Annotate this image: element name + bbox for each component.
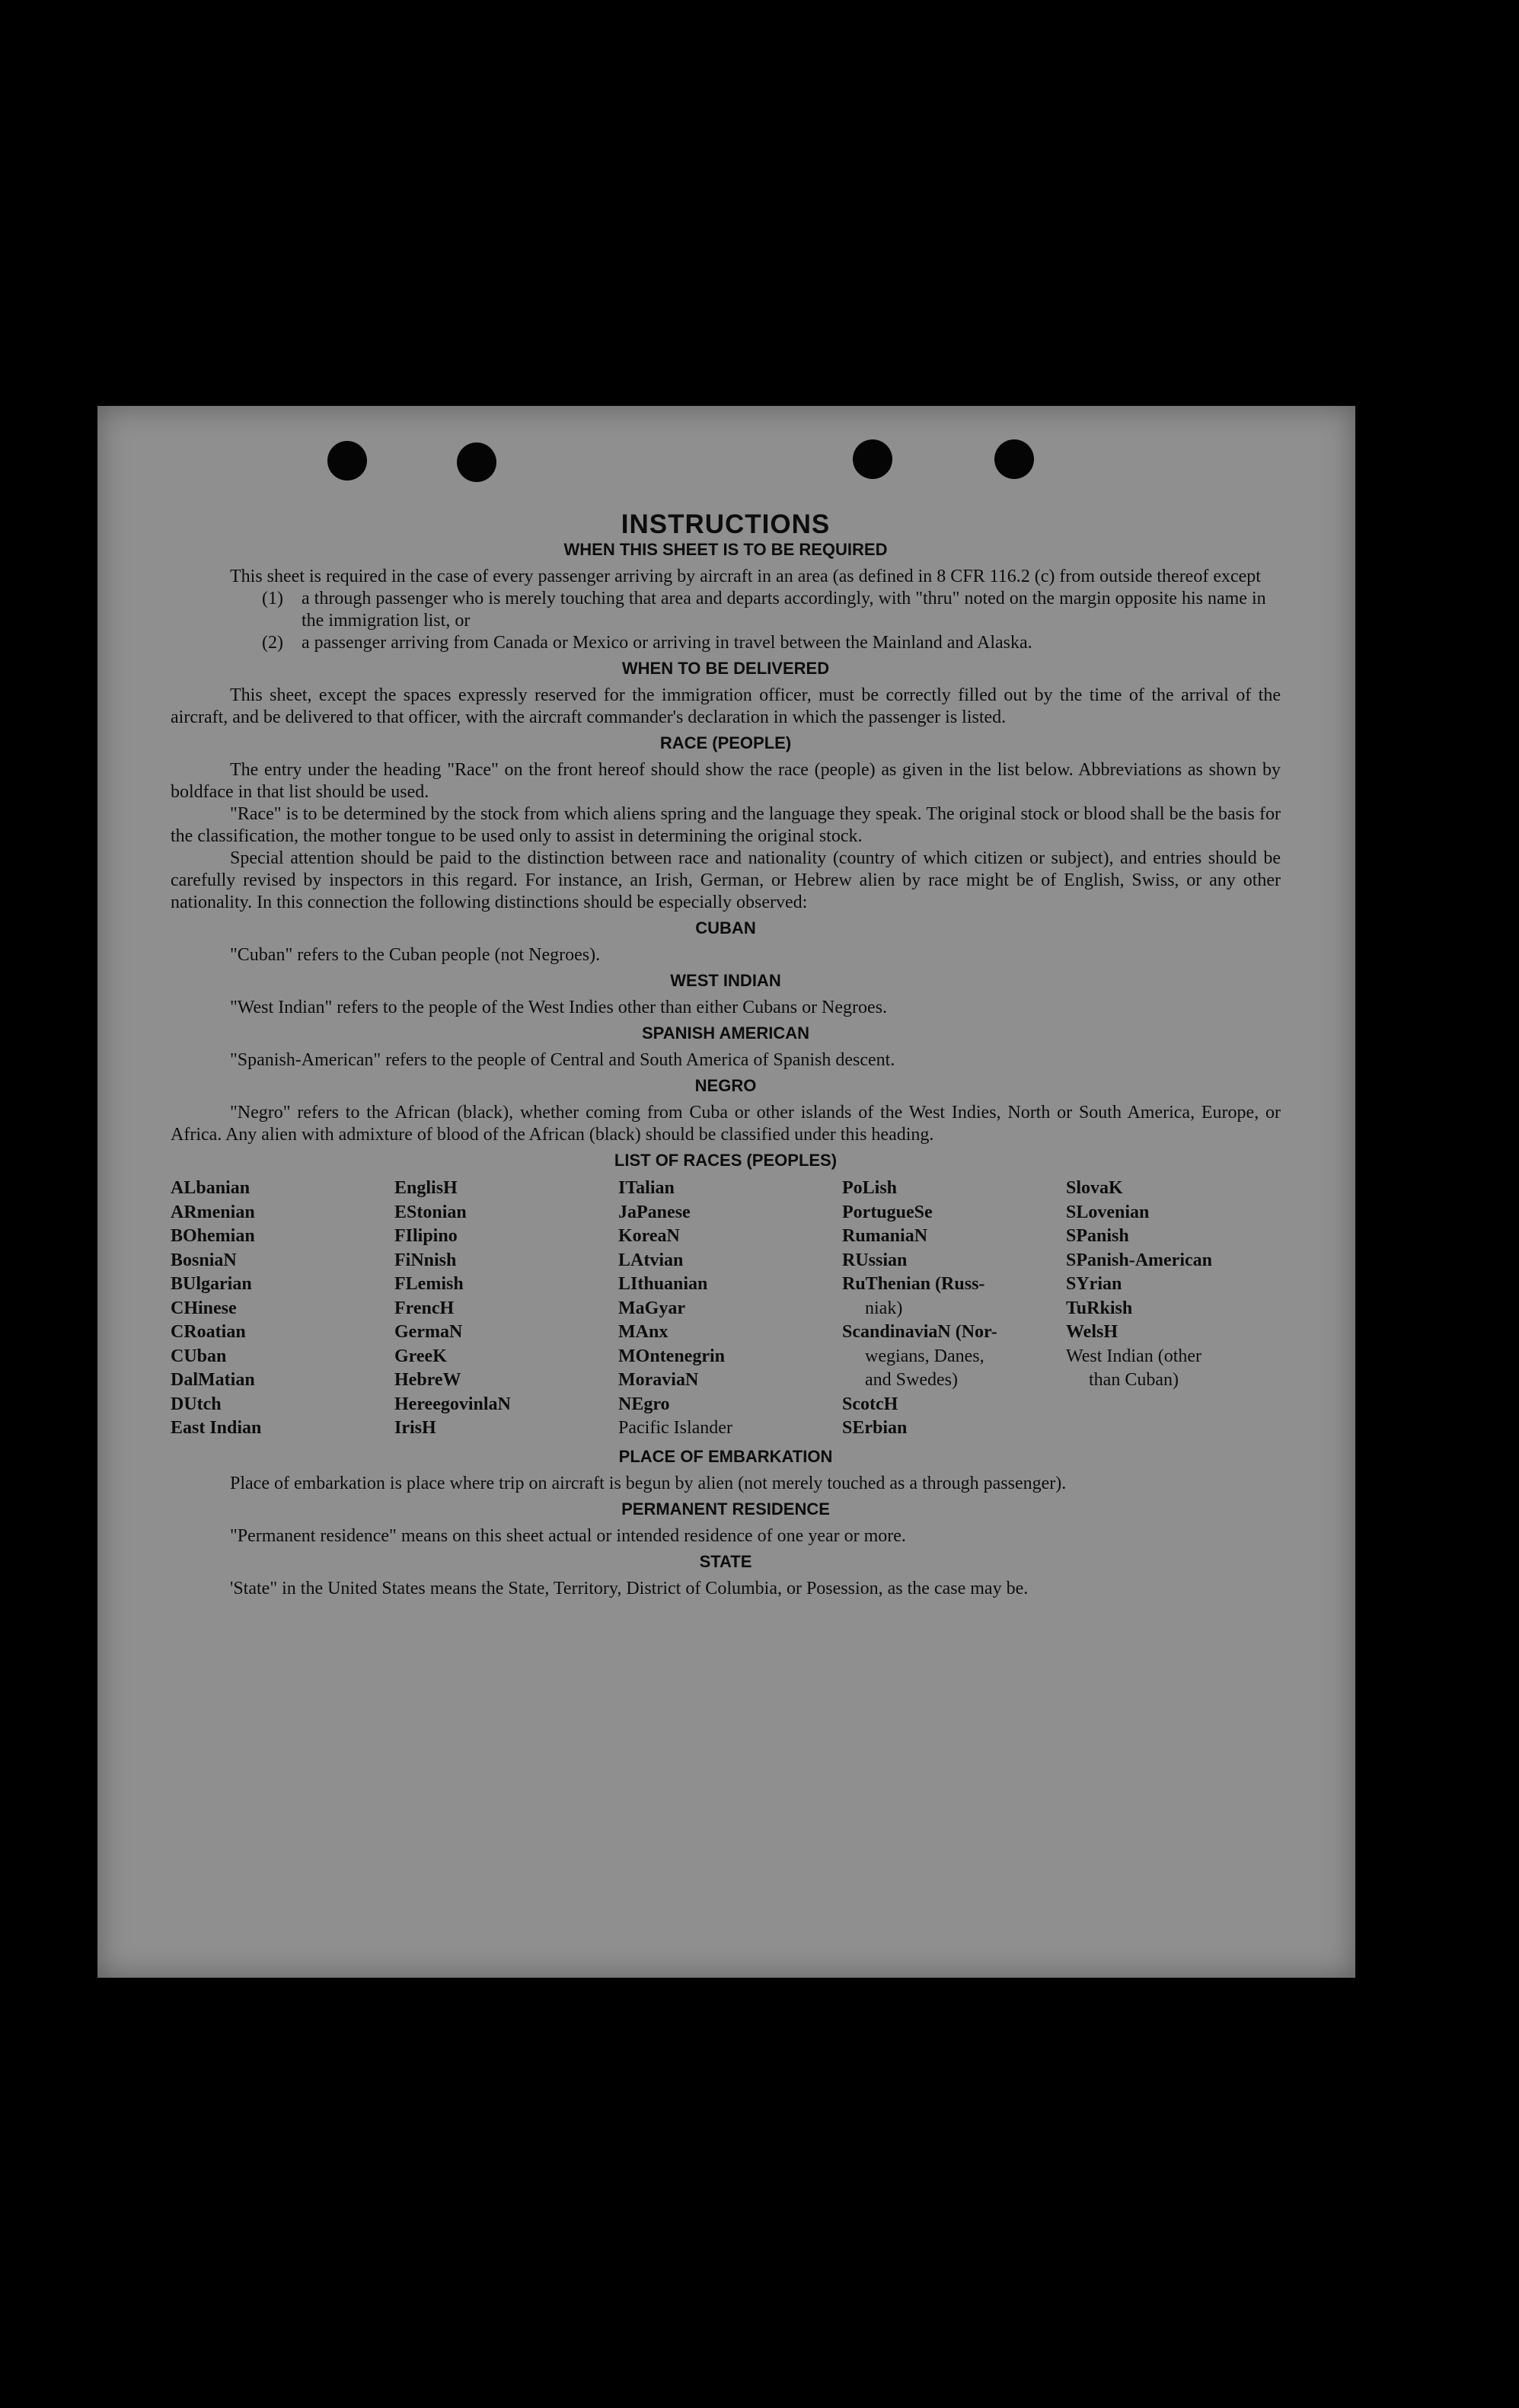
race-entry: MOntenegrin [618, 1346, 725, 1366]
embarkation-text: Place of embarkation is place where trip on aircraft is begun by alien (not merely touched as a through passenger). [230, 1473, 1067, 1493]
race-entry: PortugueSe [842, 1202, 933, 1222]
when-delivered-text: This sheet, except the spaces expressly reserved for the immigration officer, must be correctly filled out by the time of the arrival of the aircraft, and be delivered to that officer, with the aircraft commander's declaration in which the passenger is listed. [171, 685, 1281, 727]
race-entry: RumaniaN [842, 1226, 928, 1246]
race-paragraph: "Race" is to be determined by the stock from which aliens spring and the language they speak. The original stock or blood shall be the basis for the classification, the mother tongue to be used only to assist in determining the original stock. [171, 804, 1281, 846]
race-entry: EStonian [394, 1202, 467, 1222]
race-entry: PoLish [842, 1178, 898, 1198]
race-entry: West Indian (other [1066, 1346, 1202, 1366]
race-entry: MAnx [618, 1322, 669, 1342]
race-entry-continuation: niak) [865, 1298, 903, 1318]
races-list [171, 1177, 1281, 1441]
exception-item: (1) a through passenger who is merely touching that area and departs accordingly, with "thru" noted on the margin opposite his name in the immigration list, or [262, 588, 1281, 632]
race-entry: MaGyar [618, 1298, 685, 1318]
instruction-sheet [97, 406, 1355, 1978]
race-entry: SPanish-American [1066, 1250, 1212, 1270]
race-entry: East Indian [171, 1418, 262, 1438]
page-title: INSTRUCTIONS [621, 509, 831, 539]
race-entry: FIlipino [394, 1226, 458, 1246]
cuban-text: "Cuban" refers to the Cuban people (not Negroes). [230, 945, 601, 965]
section-heading-when-delivered: WHEN TO BE DELIVERED [621, 659, 830, 678]
west-indian-text: "West Indian" refers to the people of the West Indies other than either Cubans or Negroes. [230, 998, 888, 1017]
race-entry: FiNnish [394, 1250, 457, 1270]
race-entry: BUlgarian [171, 1274, 252, 1294]
race-entry: DalMatian [171, 1370, 255, 1390]
race-entry-continuation: and Swedes) [865, 1370, 958, 1390]
race-entry: RuThenian (Russ- [842, 1274, 985, 1294]
race-entry: KoreaN [618, 1226, 680, 1246]
exception-list [262, 588, 1281, 654]
punch-hole [853, 439, 892, 479]
race-entry-continuation: than Cuban) [1089, 1370, 1179, 1390]
negro-text: "Negro" refers to the African (black), whether coming from Cuba or other islands of the West Indies, North or South America, Europe, or Africa. Any alien with admixture of blood of the African (black) should be classified under this heading. [171, 1103, 1281, 1145]
race-entry: DUtch [171, 1394, 222, 1414]
race-paragraph: Special attention should be paid to the distinction between race and nationality (country of which citizen or subject), and entries should be carefully revised by inspectors in this regard. For instance, an Irish, German, or Hebrew alien by race might be of English, Swiss, or any other nationality. In this connection the following distinctions should be especially observed: [171, 848, 1281, 912]
races-column [618, 1177, 842, 1441]
race-entry: HereegovinlaN [394, 1394, 511, 1414]
races-column [171, 1177, 394, 1441]
race-entry: TuRkish [1066, 1298, 1133, 1318]
race-entry: ITalian [618, 1178, 675, 1198]
race-entry: MoraviaN [618, 1370, 699, 1390]
races-column [394, 1177, 618, 1441]
punch-hole [994, 439, 1034, 479]
race-entry: BOhemian [171, 1226, 255, 1246]
when-required-intro: This sheet is required in the case of every passenger arriving by aircraft in an area (as defined in 8 CFR 116.2 (c) from outside thereof except [230, 567, 1261, 586]
race-entry: SErbian [842, 1418, 908, 1438]
section-heading-spanish-american: SPANISH AMERICAN [641, 1024, 809, 1043]
section-heading-cuban: CUBAN [695, 918, 756, 937]
race-entry: SLovenian [1066, 1202, 1150, 1222]
race-entry: ScotcH [842, 1394, 898, 1414]
race-entry: Pacific Islander [618, 1418, 732, 1438]
section-heading-residence: PERMANENT RESIDENCE [621, 1499, 830, 1519]
spanish-american-text: "Spanish-American" refers to the people of Central and South America of Spanish descent. [230, 1050, 895, 1070]
race-entry: ARmenian [171, 1202, 255, 1222]
race-entry: GermaN [394, 1322, 463, 1342]
race-entry: SYrian [1066, 1274, 1122, 1294]
race-entry: LAtvian [618, 1250, 684, 1270]
races-column [842, 1177, 1066, 1441]
race-entry: CRoatian [171, 1322, 246, 1342]
section-heading-when-required: WHEN THIS SHEET IS TO BE REQUIRED [563, 540, 888, 559]
races-column [1066, 1177, 1281, 1441]
residence-text: "Permanent residence" means on this sheet actual or intended residence of one year or more. [230, 1525, 906, 1546]
race-entry: ScandinaviaN (Nor- [842, 1322, 997, 1342]
race-entry: BosniaN [171, 1250, 237, 1270]
race-entry: LIthuanian [618, 1274, 708, 1294]
exception-item: (2) a passenger arriving from Canada or Mexico or arriving in travel between the Mainland and Alaska. [262, 633, 1032, 653]
race-entry: ALbanian [171, 1178, 251, 1198]
punch-hole [457, 442, 496, 482]
race-entry: RUssian [842, 1250, 908, 1270]
race-entry: SlovaK [1066, 1178, 1123, 1198]
race-entry: NEgro [618, 1394, 670, 1414]
section-heading-state: STATE [699, 1551, 752, 1571]
race-entry: SPanish [1066, 1226, 1129, 1246]
race-entry: EnglisH [394, 1178, 458, 1198]
section-heading-race: RACE (PEOPLE) [659, 733, 792, 752]
race-entry: CUban [171, 1346, 227, 1366]
section-heading-list-of-races: LIST OF RACES (PEOPLES) [614, 1151, 838, 1170]
punch-hole [327, 441, 367, 481]
race-entry: IrisH [394, 1418, 436, 1438]
race-paragraph: The entry under the heading "Race" on the front hereof should show the race (people) as given in the list below. Abbreviations as shown by boldface in that list should be used. [171, 760, 1281, 802]
instructions-content [171, 509, 1281, 1600]
section-heading-negro: NEGRO [694, 1076, 757, 1095]
exception-text: a through passenger who is merely touching that area and departs accordingly, with "thru" noted on the margin opposite his name in the immigration list, or [302, 589, 1266, 631]
race-entry: FrencH [394, 1298, 455, 1318]
section-heading-embarkation: PLACE OF EMBARKATION [618, 1446, 833, 1466]
race-entry: JaPanese [618, 1202, 691, 1222]
race-entry-continuation: wegians, Danes, [865, 1346, 984, 1366]
section-heading-west-indian: WEST INDIAN [670, 971, 781, 990]
race-entry: CHinese [171, 1298, 237, 1318]
exception-text: a passenger arriving from Canada or Mexico or arriving in travel between the Mainland and Alaska. [302, 633, 1032, 653]
state-text: 'State" in the United States means the State, Territory, District of Columbia, or Posession, as the case may be. [230, 1578, 1029, 1598]
race-entry: FLemish [394, 1274, 464, 1294]
race-entry: HebreW [394, 1370, 461, 1390]
race-entry: WelsH [1066, 1322, 1119, 1342]
race-entry: GreeK [394, 1346, 447, 1366]
